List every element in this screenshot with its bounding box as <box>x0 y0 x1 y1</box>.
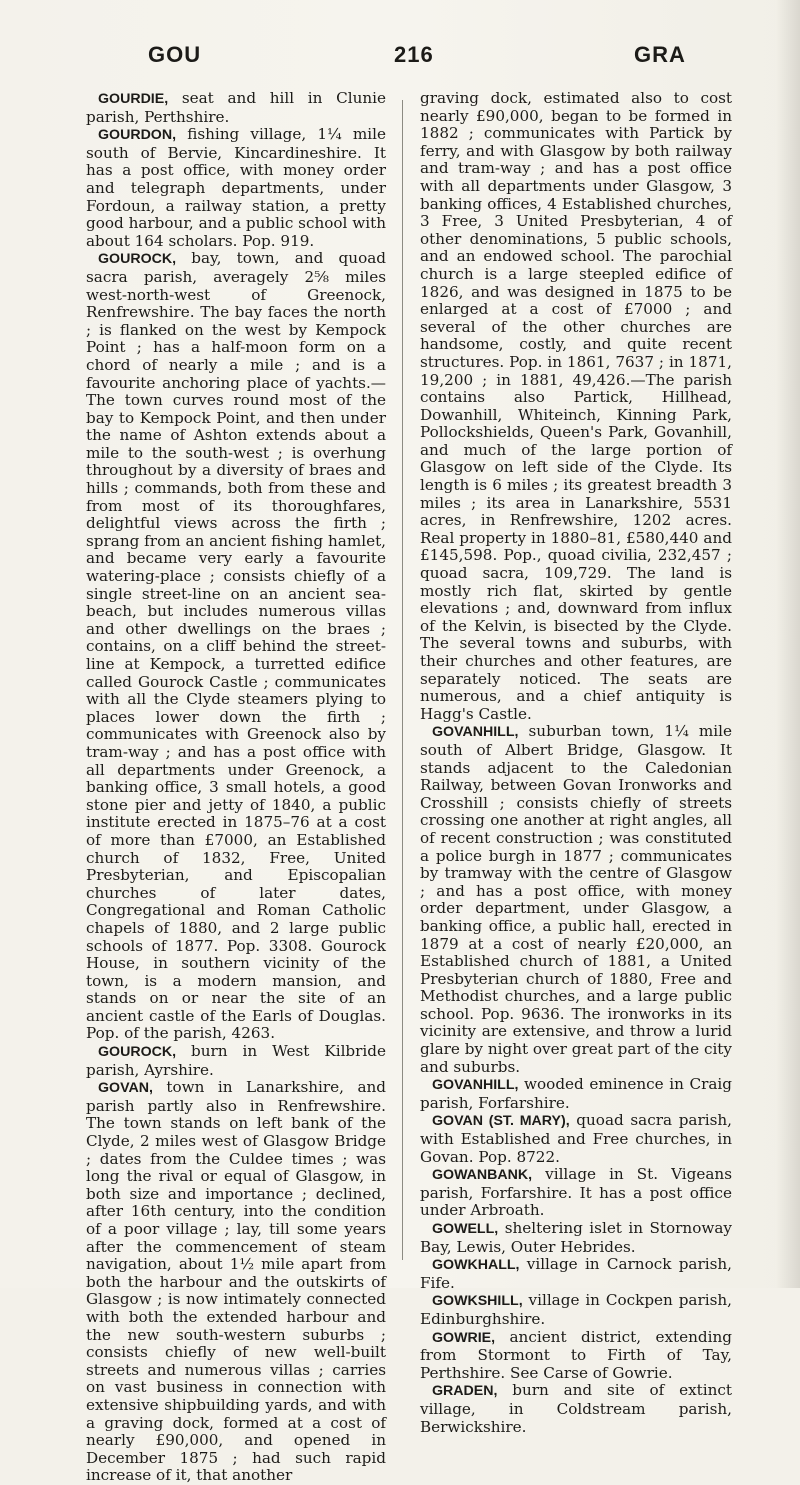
gazetteer-entry <box>420 1292 732 1328</box>
entry-text: village in Cockpen parish, Edinburghshire. <box>420 1291 732 1328</box>
gazetteer-entry <box>420 1220 732 1256</box>
entry-headword: GOWELL, <box>432 1221 499 1237</box>
page-number: 216 <box>394 42 434 67</box>
gazetteer-entry <box>86 90 386 126</box>
entry-text: wooded eminence in Craig parish, Forfarshire. <box>420 1075 732 1112</box>
entry-text: quoad sacra parish, with Established and Free churches, in Govan. Pop. 8722. <box>420 1111 732 1166</box>
entry-text: sheltering islet in Stornoway Bay, Lewis, Outer Hebrides. <box>420 1219 732 1256</box>
gazetteer-entry <box>420 90 732 723</box>
gazetteer-entry <box>86 1043 386 1079</box>
entry-text: bay, town, and quoad sacra parish, averagely 2⅝ miles west-north-west of Greenock, Renfrewshire. The bay faces the north ; is flanked on the west by Kempock Point ; has a half-moon form on a chord of nearly a mile ; and is a favourite anchoring place of yachts.—The town curves round most of the bay to Kempock Point, and then under the name of Ashton extends about a mile to the south-west ; is overhung throughout by a diversity of braes and hills ; commands, both from these and from most of its thoroughfares, delightful views across the firth ; sprang from an ancient fishing hamlet, and became very early a favourite watering-place ; consists chiefly of a single street-line on an ancient sea-beach, but includes numerous villas and other dwellings on the braes ; contains, on a cliff behind the street-line at Kempock, a turretted edifice called Gourock Castle ; communicates with all the Clyde steamers plying to places lower down the firth ; communicates with Greenock also by tram-way ; and has a post office with all departments under Greenock, a banking office, 3 small hotels, a good stone pier and jetty of 1840, a public institute erected in 1875–76 at a cost of more than £7000, an Established church of 1832, Free, United Presbyterian, and Episcopalian churches of later dates, Congregational and Roman Catholic chapels of 1880, and 2 large public schools of 1877. Pop. 3308. Gourock House, in southern vicinity of the town, is a modern mansion, and stands on or near the site of an ancient castle of the Earls of Douglas. Pop. of the parish, 4263. <box>86 249 386 1043</box>
entry-text: graving dock, estimated also to cost nearly £90,000, began to be formed in 1882 ; communicates with Partick by ferry, and with Glasgow by both railway and tram-way ; and has a post office with all departments under Glasgow, 3 banking offices, 4 Established churches, 3 Free, 3 United Presbyterian, 4 of other denominations, 5 public schools, and an endowed school. The parochial church is a large steepled edifice of 1826, and was designed in 1875 to be enlarged at a cost of £7000 ; and several of the other churches are handsome, costly, and quite recent structures. Pop. in 1861, 7637 ; in 1871, 19,200 ; in 1881, 49,426.—The parish contains also Partick, Hillhead, Dowanhill, Whiteinch, Kinning Park, Pollockshields, Queen's Park, Govanhill, and much of the large portion of Glasgow on left side of the Clyde. Its length is 6 miles ; its greatest breadth 3 miles ; its area in Lanarkshire, 5531 acres, in Renfrewshire, 1202 acres. Real property in 1880–81, £580,440 and £145,598. Pop., quoad civilia, 232,457 ; quoad sacra, 109,729. The land is mostly rich flat, skirted by gentle elevations ; and, downward from influx of the Kelvin, is bisected by the Clyde. The several towns and suburbs, with their churches and other features, are separately noticed. The seats are numerous, and a chief antiquity is Hagg's Castle. <box>420 89 732 723</box>
page-edge-shadow <box>776 0 800 1288</box>
right-column <box>420 90 732 1436</box>
gazetteer-entry <box>420 1112 732 1166</box>
header-right-guide: GRA <box>634 42 686 67</box>
entry-headword: GOUROCK, <box>98 1044 177 1061</box>
entry-headword: GOVANHILL, <box>432 724 519 741</box>
entry-text: burn and site of extinct village, in Coldstream parish, Berwickshire. <box>420 1381 732 1436</box>
entry-headword: GOURDON, <box>98 127 177 144</box>
entry-headword: GOVAN, <box>98 1080 153 1097</box>
gazetteer-entry <box>420 1256 732 1292</box>
gazetteer-entry <box>86 126 386 250</box>
entry-text: suburban town, 1¼ mile south of Albert Bridge, Glasgow. It stands adjacent to the Caledonian Railway, between Govan Ironworks and Crosshill ; consists chiefly of streets crossing one another at right angles, all of recent construction ; was constituted a police burgh in 1877 ; communicates by tramway with the centre of Glasgow ; and has a post office, with money order department, under Glasgow, a banking office, a public hall, erected in 1879 at a cost of nearly £20,000, an Established church of 1881, a United Presbyterian church of 1880, Free and Methodist churches, and a large public school. Pop. 9636. The ironworks in its vicinity are extensive, and throw a lurid glare by night over great part of the city and suburbs. <box>420 722 732 1076</box>
entry-text: town in Lanarkshire, and parish partly also in Renfrewshire. The town stands on left bank of the Clyde, 2 miles west of Glasgow Bridge ; dates from the Culdee times ; was long the rival or equal of Glasgow, in both size and importance ; declined, after 16th century, into the condition of a poor village ; lay, till some years after the commencement of steam navigation, about 1½ mile apart from both the harbour and the outskirts of Glasgow ; is now intimately connected with both the extended harbour and the new south-western suburbs ; consists chiefly of new well-built streets and numerous villas ; carries on vast business in connection with extensive shipbuilding yards, and with a graving dock, formed at a cost of nearly £90,000, and opened in December 1875 ; had such rapid increase of it, that another <box>86 1078 386 1485</box>
running-header <box>74 42 726 72</box>
entry-headword: GOVANHILL, <box>432 1077 519 1094</box>
entry-text: burn in West Kilbride parish, Ayrshire. <box>86 1042 386 1079</box>
gazetteer-entry <box>420 1166 732 1220</box>
header-left-guide: GOU <box>148 42 202 67</box>
entry-text: ancient district, extending from Stormont to Firth of Tay, Perthshire. See Carse of Gowrie. <box>420 1327 732 1382</box>
entry-headword: GOVAN (ST. MARY), <box>432 1113 570 1130</box>
entry-text: village in St. Vigeans parish, Forfarshire. It has a post office under Arbroath. <box>420 1165 732 1220</box>
entry-text: village in Carnock parish, Fife. <box>420 1255 732 1292</box>
column-divider <box>402 100 403 1260</box>
entry-headword: GRADEN, <box>432 1383 498 1400</box>
entry-headword: GOWRIE, <box>432 1329 496 1346</box>
gazetteer-entry <box>420 1076 732 1112</box>
entry-headword: GOUROCK, <box>98 251 177 268</box>
gazetteer-entry <box>86 1079 386 1485</box>
left-column <box>86 90 386 1485</box>
gazetteer-entry <box>420 723 732 1076</box>
gazetteer-entry <box>86 250 386 1043</box>
entry-text: seat and hill in Clunie parish, Perthshire. <box>86 89 386 126</box>
entry-headword: GOWKHALL, <box>432 1257 520 1274</box>
gazetteer-entry <box>420 1329 732 1383</box>
entry-headword: GOURDIE, <box>98 91 169 107</box>
gazetteer-entry <box>420 1382 732 1436</box>
entry-headword: GOWANBANK, <box>432 1167 533 1184</box>
entry-headword: GOWKSHILL, <box>432 1293 523 1310</box>
entry-text: fishing village, 1¼ mile south of Bervie, Kincardineshire. It has a post office, with money order and telegraph departments, under Fordoun, a railway station, a pretty good harbour, and a public school with about 164 scholars. Pop. 919. <box>86 125 386 250</box>
